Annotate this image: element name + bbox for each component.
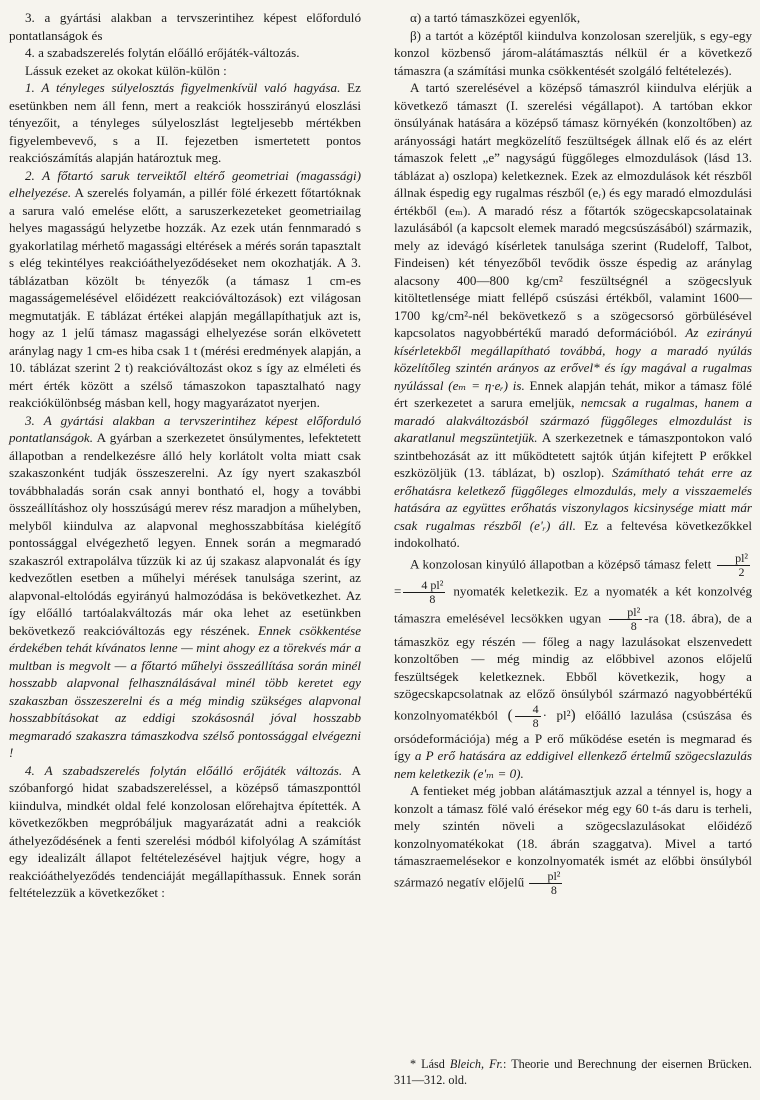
emphasis-text: Ennek csökkentése érdekében tehát kívánatos lenne — mint ahogy ez a törekvés már a multban is megvolt — a főtartó műhelyi összeállítása során minél hosszabb alapvonal felhasználásával minél több keretet egy szakaszban összeszerelni és a még mindig szükséges alapvonal hosszabbításokat az eddigi szokásosnál jóval hosszabb megmaradó szakaszra támaszkodva szélső pontossággal elvégezni ! [9, 622, 361, 760]
paragraph: A konzolosan kinyúló állapotban a középső támasz felett $\frac{\text{pl²}}{2}$ = $\frac{\text{4 pl²}}{8}$ nyomaték keletkezik. Ez a nyomaték a két konzolvég támaszra emelésével lecsökken ugyan $\frac{\text{pl²}}{8}$ -ra (18. ábra), de a támaszköz egy részén — főleg a nagy lazulásokat elszenvedett konzoltőben — még mindig az előbbivel azonos előjelű feszültségek keletkeznek. Ebből következik, hogy a szögecskapcsolatnak az előző önsúlyból származó nagyobbértékű konzolnyomatékból ( $\frac{4}{8}$ · pl²) előálló lazulása (csúszása és orsódeformációja) még a P erő működése esetén is megmarad és így a P erő hatására az eddigivel ellenkező értelmű szögecslazulás nem keletkezik (e'ₘ = 0). [394, 550, 752, 781]
text: A konzolosan kinyúló állapotban a középső támasz felett [410, 556, 712, 571]
paragraph [394, 782, 752, 897]
section-3 [9, 412, 361, 762]
paragraph: α) a tartó támaszközei egyenlők, [410, 10, 581, 25]
paragraph: β) a tartót a középtől kiindulva konzolosan szereljük, s egy-egy konzol közbenső járom-alátámasztás nélkül ér a következő támaszra (a számítási munka csökkentését szolgáló feltételezés). [394, 27, 752, 78]
text: Ennek alapján tehát, mikor a támasz fölé ért szerkezetet a sarura emeljük, [394, 377, 752, 410]
text: A tartó szerelésével a középső támaszról kiindulva elérjük a következő támaszt (I. szerelési végállapot). A tartóban ekkor önsúlyának hatására a középső támasz környékén (konzoltőben) az arányossági határt megközelítő feszültségek állnak elő és az elért támaszok felett „e” nagyságú függőleges elmozdulások (lásd 13. táblázat a) oszlopa) keletkeznek. Ezek az elmozdulások két részből állnak éspedig egy rugalmas részből (eᵣ) és egy maradó elmozdulási értékből (eₘ). A maradó rész a főtartók szögecskapcsolatainak lazulásából (a kapcsolt elemek maradó megcsúszásából) származik, mely az idevágó kísérletek tanulsága szerint (Rudeloff, Talbot, Findeisen) két tényezőből tevődik össze éspedig az aránylag alacsony 400—800 kg/cm² feszültségnél a szögecslyuk kitöltetlensége miatt fellépő csúszási értékből, valamint 1600—1700 kg/cm²-nél bekövetkező s a szögecsorsó görbülésével kapcsolatos nagyobbértékű maradó deformációból. [394, 80, 752, 340]
text: -ra (18. ábra), de a támaszköz egy részén — főleg a nagy lazulásokat elszenvedett konzoltőben — még mindig az előbbivel azonos előjelű feszültségek keletkeznek. Ebből következik, hogy a szögecskapcsolatnak az előző önsúlyból származó nagyobbértékű konzolnyomatékból [394, 610, 752, 722]
fraction: $\frac{\text{pl²}}{8}$ [529, 870, 562, 897]
footnote-text: : Theorie und Berechnung der eisernen Brücken. 311—312. old. [394, 1057, 752, 1087]
section-text: A szóbanforgó hidat szabadszereléssel, a középső támaszponttól kiindulva, mindkét oldal felé konzolosan előrehajtva építették. A következőkben megpróbáljuk magyarázatát adni a reakciók áthelyeződésének a fenti szerelési módból kifolyólag A számítást egy idealizált állapot feltételezésével hajtjuk végre, hogy a reakcióáthelyeződés tendenciáját megállapíthassuk. Ennek során feltételezzük a következőket : [9, 762, 361, 900]
section-heading: 1. A tényleges súlyelosztás figyelmenkívül való hagyása. [25, 80, 341, 95]
fraction: $\frac{4}{8}$ [515, 703, 541, 730]
section-4 [9, 762, 361, 902]
paragraph [394, 79, 752, 552]
section-text: A szerelés folyamán, a pillér fölé érkezett főtartóknak a sarura való emelése előtt, a saruszerkezeteket geometriailag helyes magasságú helyzetbe hozzák. Az ezek után fennmaradó s gyakorlatilag mérhető magassági eltérések a mérés során tapasztalt s elég tekintélyes reakcióáthelyeződéseket nem okozhatják. A 3. táblázatban közölt bₜ tényezők (a támasz 1 cm-es magasságemelésével előidézett reakcióváltozások) ezt világosan megmutatják. E táblázat értékei alapján megállapíthatjuk azt is, hogy az 1 jelű támasz magassági elhelyezése során elkövetett aránylag nagy 1 cm-es hiba csak 1 t (mérési eredmények alapján, a 10. táblázat szerint 2 t) reakcióváltozást okoz s így az elméleti és mért érték között a szélső támaszokon tapasztalható nagy reakciókülönbség másban kell, hogy magyarázatot nyerjen. [9, 185, 361, 410]
emphasis-text: Számítható tehát erre az erőhatásra keletkező függőleges elmozdulás, mely a visszaemelés hatására az együttes erőhatás viszonylagos kicsinysége miatt már csak rugalmas részből (e'ᵣ) áll. [394, 465, 753, 533]
left-column [9, 9, 361, 902]
section-heading: 4. A szabadszerelés folytán előálló erőjáték változás. [25, 762, 343, 778]
text: előálló lazulása (csúszása és orsódeformációja) még a P erő működése esetén is megmarad és így [394, 707, 752, 763]
emphasis-text: a P erő hatására az eddigivel ellenkező értelmű szögecslazulás nem keletkezik (e'ₘ = 0). [394, 748, 752, 781]
fraction: $\frac{\text{pl²}}{8}$ [609, 606, 642, 633]
section-heading: 3. A gyártási alakban a tervszerintihez képest előforduló pontatlanságok. [9, 412, 361, 445]
section-text: A gyárban a szerkezetet önsúlymentes, lefektetett állapotban a rendelkezésre álló hely korlátolt volta miatt csak szakaszonként tudják összeszerelni. Az így nyert szakaszból továbbhaladás során csak annyi bontható el, hogy a további összeállításhoz oly hosszúságú merev rész maradjon a műhelyben, melyből kiindulva az alapvonal meghosszabbítása kielégítő pontossággal elvégezhető legyen. Ennek során a megmaradó szakaszról extrapolálva tűzzük ki az új szakasz alapvonalát és így kedvezőtlen esetben a műhelyi mérések tanulsága szerint, az alapvonal-eltolódás egyirányú halmozódása is bekövetkezhet. Az így előálló tartóalakváltozás már oka lehet az esetünkben bekövetkező reakcióváltozás egy részének. [9, 430, 361, 638]
footnote [394, 1056, 752, 1088]
text: nyomaték keletkezik. Ez a nyomaték a két konzolvég támaszra emelésével lecsökken ugyan [394, 583, 752, 625]
text: A fentieket még jobban alátámasztjuk azzal a ténnyel is, hogy a konzolt a támasz fölé való érésekor még egy 60 t-ás daru is terheli, mely szintén növeli a szögecslazulásokat előidéző konzolnyomatékokat (18. ábrán szaggatva). Mivel a tartó támaszraemelésekor e konzolnyomaték ismét az előbbi önsúlyból származó negatív előjelű [394, 783, 752, 889]
equals-sign: = [394, 583, 402, 598]
fraction: $\frac{\text{pl²}}{2}$ [717, 552, 750, 579]
paragraph: 4. a szabadszerelés folytán előálló erőjáték-változás. [25, 45, 300, 60]
section-text: Ez esetünkben nem áll fenn, mert a reakciók hosszirányú eloszlási tényezőit, a tényleges súlyeloszlást legteljesebb mértékben figyelembevevő, s a II. fejezetben ismertetett pontos reakciószámítás alapján határoztuk meg. [9, 80, 361, 165]
fraction: $\frac{\text{4 pl²}}{8}$ [403, 579, 445, 606]
section-heading: 2. A főtartó saruk terveiktől eltérő geometriai (magassági) elhelyezése. [9, 167, 361, 200]
footnote-author: Bleich, Fr. [449, 1057, 503, 1071]
footnote-mark: * Lásd [410, 1057, 450, 1071]
text: A szerkezetnek e támaszpontokon való szintbehozását az itt működtetett sajtók útján kifejtett P erőkkel eszközöljük (13. táblázat, b) oszlop). [394, 430, 752, 480]
math-term: · pl² [542, 707, 571, 722]
paragraph: 3. a gyártási alakban a tervszerintihez képest előforduló pontatlanságok és [9, 10, 361, 43]
emphasis-text: Az ezirányú kísérletekből megállapítható továbbá, hogy a maradó nyúlás közelítőleg szintén arányos az erővel* és így magával a rugalmas nyúlással (eₘ = η·eᵣ) is. [394, 325, 752, 393]
section-2 [9, 167, 361, 412]
paragraph: Lássuk ezeket az okokat külön-külön : [25, 62, 227, 78]
emphasis-text: nemcsak a rugalmas, hanem a maradó alakváltozásból származó függőleges elmozdulást is akaratlanul megszüntetjük. [394, 395, 753, 445]
text: Ez a feltevésa következőkkel indokolható. [394, 517, 752, 550]
right-column [394, 9, 752, 897]
section-1 [9, 79, 361, 167]
